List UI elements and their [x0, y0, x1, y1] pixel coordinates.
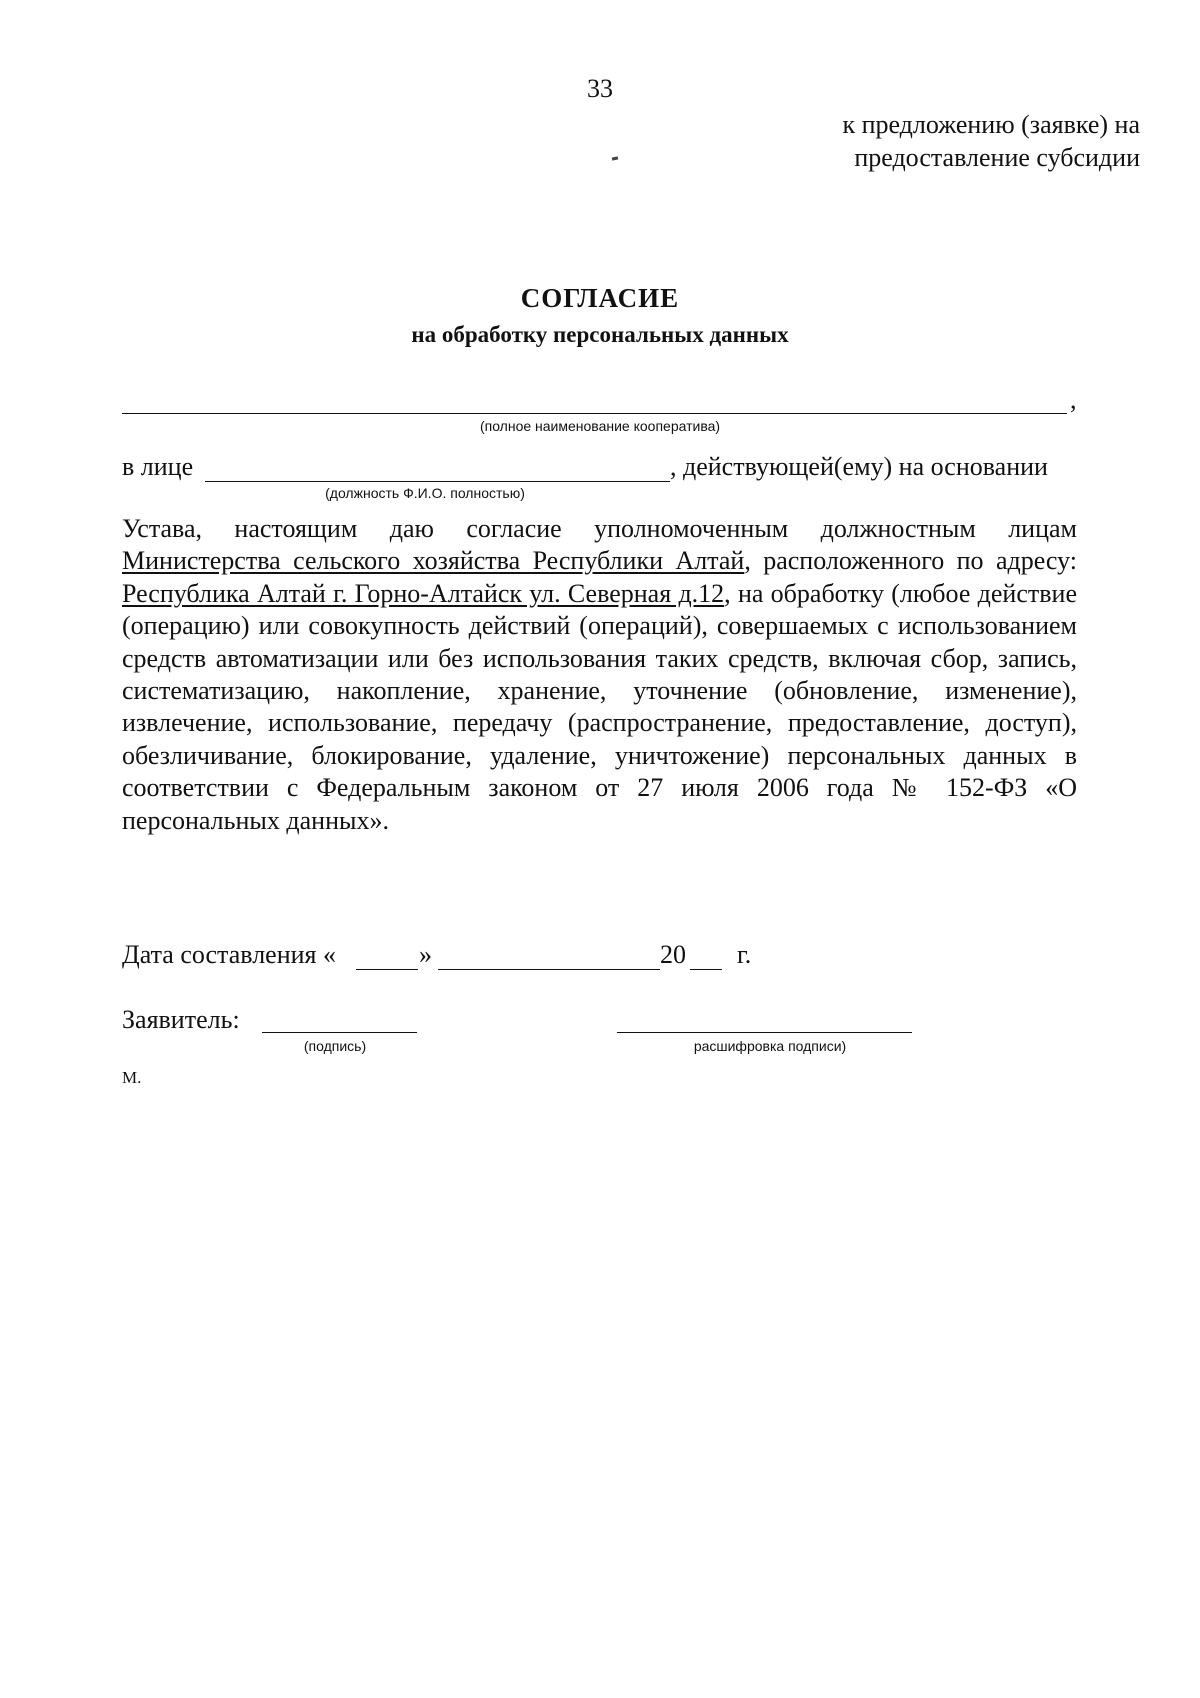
date-year-suffix: г.: [737, 940, 752, 969]
header-note-line-1: к предложению (заявке) на: [842, 110, 1140, 139]
representative-name-field[interactable]: [205, 481, 670, 482]
header-note: [842, 108, 1140, 174]
signature-decoding-field[interactable]: [617, 1032, 912, 1033]
ministry-name: Министерства сельского хозяйства Республики Алтай: [122, 546, 745, 576]
consent-paragraph: [122, 513, 1077, 837]
page-number: 33: [587, 74, 613, 103]
signature-caption: (подпись): [303, 1038, 367, 1054]
signature-decoding-caption: расшифровка подписи): [693, 1038, 847, 1054]
date-year-prefix: 20: [660, 940, 686, 969]
representative-suffix: , действующей(ему) на основании: [670, 452, 1048, 481]
ministry-address: Республика Алтай г. Горно-Алтайск ул. Северная д.12: [122, 578, 725, 608]
stray-mark: [612, 156, 618, 160]
document-subtitle: на обработку персональных данных: [411, 322, 789, 347]
date-year-field[interactable]: [690, 969, 722, 970]
cooperative-name-field[interactable]: [122, 413, 1067, 414]
applicant-label: Заявитель:: [122, 1005, 240, 1034]
header-note-line-2: предоставление субсидии: [854, 143, 1140, 172]
consent-text-part-3: , на обработку (любое действие (операцию) или совокупность действий (операций), совершаемых с использованием средств автоматизации или без использования таких средств, включая сбор, запись, систематизацию, накопление, хранение, уточнение (обновление, изменение), извлечение, использование, передачу (распространение, предоставление, доступ), обезличивание, блокирование, удаление, уничтожение) персональных данных в соответствии с Федеральным законом от 27 июля 2006 года № 152-ФЗ «О персональных данных».: [122, 578, 1077, 835]
document-title: СОГЛАСИЕ: [520, 283, 680, 313]
consent-text-part-1: Устава, настоящим даю согласие уполномоченным должностным лицам: [122, 514, 1077, 543]
date-label: Дата составления «: [122, 940, 337, 969]
cooperative-trailing-comma: ,: [1070, 385, 1077, 414]
cooperative-caption: (полное наименование кооператива): [479, 418, 721, 434]
date-day-field[interactable]: [356, 969, 418, 970]
seal-mark: М.: [122, 1068, 142, 1087]
signature-field[interactable]: [262, 1032, 417, 1033]
date-close-quote: »: [419, 940, 432, 969]
consent-text-part-2: , расположенного по адресу:: [744, 546, 1078, 576]
date-month-field[interactable]: [438, 969, 660, 970]
representative-prefix: в лице: [122, 452, 194, 481]
representative-caption: (должность Ф.И.О. полностью): [325, 485, 525, 501]
